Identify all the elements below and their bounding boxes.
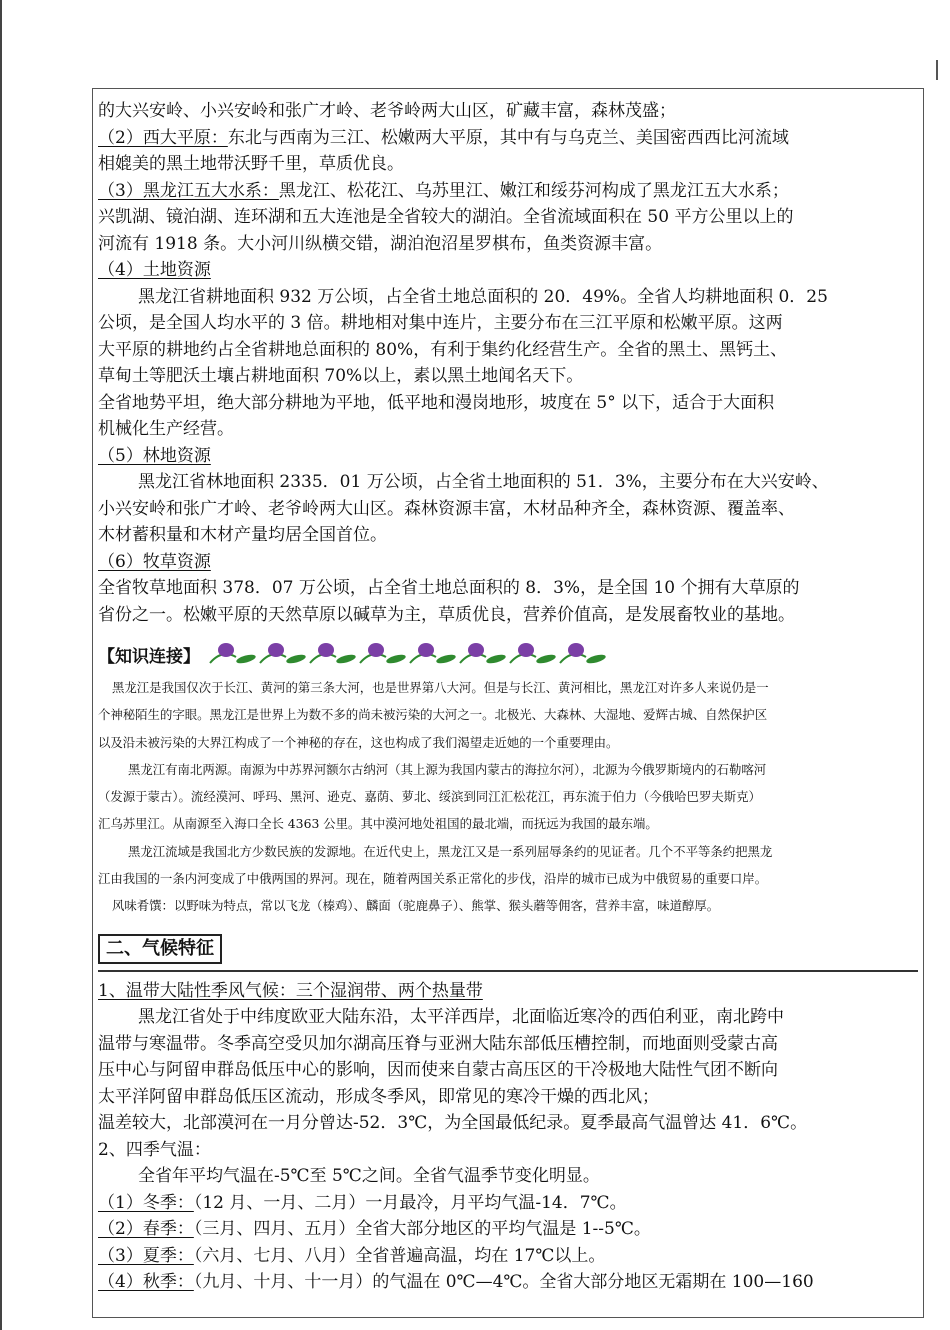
- line-text: 全省地势平坦，绝大部分耕地为平地，低平地和漫岗地形，坡度在 5° 以下，适合于大面积: [98, 392, 775, 413]
- line-text: 省份之一。松嫩平原的天然草原以碱草为主，草质优良，营养价值高，是发展畜牧业的基地。: [98, 604, 795, 625]
- line-text: 黑龙江是我国仅次于长江、黄河的第三条大河，也是世界第八大河。但是与长江、黄河相比，黑龙江对许多人来说仍是一: [112, 680, 769, 695]
- text-line: [98, 1163, 918, 1190]
- text-line: [98, 1031, 918, 1058]
- line-text: 黑龙江、松花江、乌苏里江、嫩江和绥芬河构成了黑龙江五大水系；: [278, 180, 789, 201]
- text-line: [98, 257, 918, 284]
- vine-leaf: [235, 653, 256, 665]
- line-text: （六月、七月、八月）全省普遍高温，均在 17℃以上。: [193, 1245, 606, 1266]
- knowledge-block: [98, 674, 918, 920]
- vine-leaf: [435, 653, 456, 665]
- knowledge-header: [98, 634, 918, 674]
- text-line: [98, 443, 918, 470]
- line-text: 江由我国的一条内河变成了中俄两国的界河。现在，随着两国关系正常化的步伐，沿岸的城市已成为中俄贸易的重要口岸。: [98, 871, 768, 887]
- subheading: （3）夏季：: [98, 1245, 194, 1266]
- vine-leaf: [285, 653, 306, 665]
- text-line: [98, 178, 918, 205]
- knowledge-title: 【知识连接】: [98, 646, 200, 667]
- text-line: [98, 284, 918, 311]
- line-text: 太平洋阿留申群岛低压区流动，形成冬季风，即常见的寒冷干燥的西北风；: [98, 1086, 659, 1107]
- line-text: 黑龙江省处于中纬度欧亚大陆东沿，太平洋西岸，北面临近寒冷的西伯利亚，南北跨中: [138, 1007, 784, 1028]
- text-line: [98, 496, 918, 523]
- line-text: 2、四季气温：: [98, 1139, 211, 1160]
- line-text: 黑龙江省林地面积 2335．01 万公顷，占全省土地面积的 51．3%，主要分布在大兴安岭、: [138, 472, 829, 492]
- section-title: 二、气候特征: [98, 934, 222, 964]
- line-text: 黑龙江流域是我国北方少数民族的发源地。在近代史上，黑龙江又是一系列屈辱条约的见证者。几个不平等条约把黑龙: [128, 843, 773, 859]
- vine-flower: [368, 643, 384, 657]
- text-line: [98, 204, 918, 231]
- text-line: [98, 125, 918, 152]
- text-line: [98, 310, 918, 337]
- subheading: （5）林地资源: [98, 445, 211, 466]
- text-line: [98, 1137, 918, 1164]
- subheading: （2）西大平原：: [98, 127, 228, 148]
- vine-flower: [468, 643, 484, 657]
- vine-flower: [418, 643, 434, 657]
- line-text: （发源于蒙古）。流经漠河、呼玛、黑河、逊克、嘉荫、萝北、绥滨到同江汇松花江，再东流于伯力（今俄哈巴罗夫斯克）: [98, 789, 761, 805]
- subheading: 1、温带大陆性季风气候：三个湿润带、两个热量带: [98, 980, 483, 1001]
- document-content: [98, 98, 918, 1296]
- text-line: [98, 363, 918, 390]
- line-text: （12 月、一月、二月）一月最冷，月平均气温-14．7℃。: [193, 1192, 627, 1213]
- text-line: [98, 575, 918, 602]
- line-text: 压中心与阿留申群岛低压中心的影响，因而使来自蒙古高压区的干冷极地大陆性气团不断向: [98, 1060, 778, 1081]
- line-text: 全省牧草地面积 378．07 万公顷，占全省土地总面积的 8．3%，是全国 10 个拥有大草原的: [98, 578, 800, 598]
- text-line: [98, 337, 918, 364]
- line-text: （九月、十月、十一月）的气温在 0℃—4℃。全省大部分地区无霜期在 100—160: [193, 1272, 814, 1293]
- line-text: 以及沿未被污染的大界江构成了一个神秘的存在，这也构成了我们渴望走近她的一个重要理由。: [98, 734, 619, 750]
- text-line: [98, 231, 918, 258]
- line-text: 木材蓄积量和木材产量均居全国首位。: [98, 525, 387, 545]
- climate-section-header: [98, 934, 918, 972]
- line-text: 公顷，是全国人均水平的 3 倍。耕地相对集中连片，主要分布在三江平原和松嫩平原。这两: [98, 313, 783, 333]
- page-edge-line: [0, 0, 2, 1330]
- resources-block: [98, 98, 918, 628]
- text-line: [98, 838, 918, 865]
- text-line: [98, 602, 918, 629]
- text-line: [98, 783, 918, 810]
- subheading: （2）春季：: [98, 1219, 194, 1240]
- text-line: [98, 522, 918, 549]
- line-text: 的大兴安岭、小兴安岭和张广才岭、老爷岭两大山区，矿藏丰富，森林茂盛；: [98, 101, 676, 121]
- text-line: [98, 1057, 918, 1084]
- line-text: 河流有 1918 条。大小河川纵横交错，湖泊泡沼星罗棋布，鱼类资源丰富。: [98, 233, 663, 254]
- subheading: （4）土地资源: [98, 260, 211, 280]
- text-line: [98, 1110, 918, 1137]
- text-line: [98, 865, 918, 892]
- vine-leaf: [585, 653, 606, 665]
- text-line: [98, 892, 918, 919]
- text-line: [98, 674, 918, 701]
- line-text: （三月、四月、五月）全省大部分地区的平均气温是 1--5℃。: [193, 1219, 651, 1240]
- line-text: 温带与寒温带。冬季高空受贝加尔湖高压脊与亚洲大陆东部低压槽控制，而地面则受蒙古高: [98, 1033, 778, 1054]
- text-line: [98, 756, 918, 783]
- text-line: [98, 390, 918, 417]
- vine-flower: [568, 643, 584, 657]
- text-line: [98, 1243, 918, 1270]
- text-line: [98, 1269, 918, 1296]
- text-line: [98, 978, 918, 1005]
- line-text: 黑龙江有南北两源。南源为中苏界河额尔古纳河（其上源为我国内蒙古的海拉尔河），北源为今俄罗斯境内的石勒喀河: [128, 761, 767, 777]
- vine-leaf: [535, 653, 556, 665]
- subheading: （1）冬季：: [98, 1192, 194, 1213]
- line-text: 风味肴馔：以野味为特点，常以飞龙（榛鸡）、麟面（驼鹿鼻子）、熊掌、猴头蘑等佣客，营养丰富，味道醇厚。: [112, 898, 720, 914]
- line-text: 全省年平均气温在-5℃至 5℃之间。全省气温季节变化明显。: [138, 1166, 600, 1187]
- text-line: [98, 549, 918, 576]
- line-text: 个神秘陌生的字眼。黑龙江是世界上为数不多的尚未被污染的大河之一。北极光、大森林、大湿地、爱辉古城、自然保护区: [98, 707, 768, 723]
- text-line: [98, 729, 918, 756]
- text-line: [98, 151, 918, 178]
- vine-flower: [318, 643, 334, 657]
- line-text: 温差较大，北部漠河在一月分曾达-52．3℃，为全国最低纪录。夏季最高气温曾达 41．6℃。: [98, 1113, 808, 1134]
- text-line: [98, 469, 918, 496]
- subheading: （4）秋季：: [98, 1272, 194, 1293]
- climate-block: [98, 978, 918, 1296]
- line-text: 机械化生产经营。: [98, 419, 234, 439]
- text-line: [98, 810, 918, 837]
- text-line: [98, 1216, 918, 1243]
- vine-leaf: [485, 653, 506, 665]
- vine-flower: [268, 643, 284, 657]
- line-text: 大平原的耕地约占全省耕地总面积的 80%，有利于集约化经营生产。全省的黑土、黑钙土、: [98, 339, 788, 360]
- text-line: [98, 98, 918, 125]
- flower-vine-decoration-icon: [208, 639, 628, 669]
- line-text: 兴凯湖、镜泊湖、连环湖和五大连池是全省较大的湖泊。全省流域面积在 50 平方公里以上的: [98, 207, 794, 227]
- line-text: 东北与西南为三江、松嫩两大平原，其中有与乌克兰、美国密西西比河流域: [227, 127, 789, 148]
- line-text: 汇乌苏里江。从南源至入海口全长 4363 公里。其中漠河地处祖国的最北端，而抚远为我国的最东端。: [98, 816, 658, 832]
- vine-leaf: [335, 653, 356, 665]
- vine-flower: [218, 643, 234, 657]
- line-text: 小兴安岭和张广才岭、老爷岭两大山区。森林资源丰富，木材品种齐全，森林资源、覆盖率、: [98, 498, 795, 519]
- line-text: 相媲美的黑土地带沃野千里，草质优良。: [98, 154, 404, 174]
- subheading: （3）黑龙江五大水系：: [98, 180, 279, 201]
- text-line: [98, 1084, 918, 1111]
- vine-leaf: [385, 653, 406, 665]
- text-line: [98, 1190, 918, 1217]
- text-line: [98, 701, 918, 728]
- vine-flower: [518, 643, 534, 657]
- line-text: 黑龙江省耕地面积 932 万公顷，占全省土地总面积的 20．49%。全省人均耕地面积 0．25: [138, 286, 828, 307]
- section-divider: [98, 970, 918, 972]
- page-edge-mark: [936, 60, 938, 80]
- text-line: [98, 1004, 918, 1031]
- subheading: （6）牧草资源: [98, 551, 211, 572]
- text-line: [98, 416, 918, 443]
- line-text: 草甸土等肥沃土壤占耕地面积 70%以上，素以黑土地闻名天下。: [98, 366, 584, 386]
